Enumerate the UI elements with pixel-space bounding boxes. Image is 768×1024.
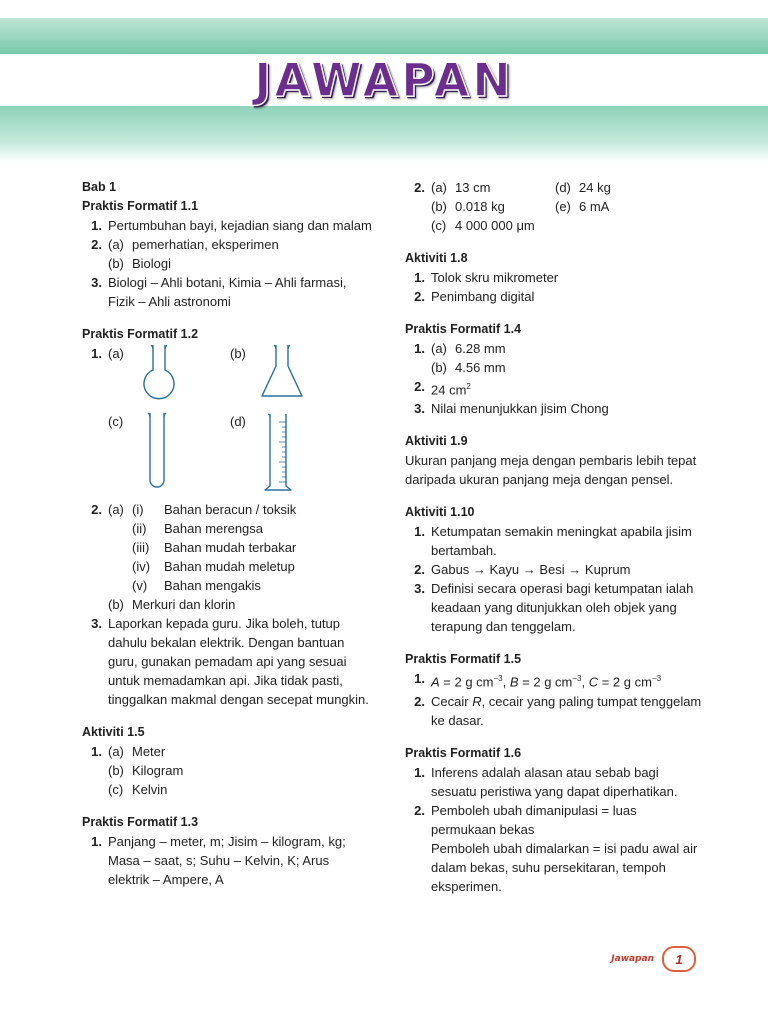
item-text: Pertumbuhan bayi, kejadian siang dan malam: [108, 218, 372, 233]
item-text: Ketumpatan semakin meningkat apabila jisim bertambah.: [431, 524, 692, 559]
roman-label: (ii): [132, 521, 147, 536]
section-pf14: [405, 320, 705, 418]
item-number: 1.: [414, 764, 425, 780]
sub-label: (a): [108, 502, 124, 517]
item-number: 1.: [414, 524, 425, 540]
item-number: 2.: [91, 502, 102, 517]
list-item: [405, 560, 705, 579]
var-r: R: [472, 693, 482, 709]
item-text: Tolok skru mikrometer: [431, 270, 559, 285]
sub-text: Bahan beracun / toksik: [164, 502, 297, 517]
item-number: 2.: [414, 180, 425, 195]
item-text: Inferens adalah alasan atau sebab bagi sesuatu peristiwa yang dapat diperhatikan.: [431, 764, 678, 799]
roman-label: (iii): [132, 540, 150, 555]
sub-text: 6 mA: [579, 199, 610, 214]
list-item: [405, 399, 705, 418]
sub-text: Bahan merengsa: [164, 521, 264, 536]
item-number: 1.: [91, 744, 102, 759]
chapter-heading: Bab 1: [82, 180, 117, 194]
roman-label: (iv): [132, 559, 151, 574]
header-band-bottom: [0, 106, 768, 162]
sub-label: (c): [108, 782, 124, 797]
sub-label: (a): [431, 341, 447, 356]
apparatus-label: (c): [108, 414, 124, 429]
value-b: = 2 g cm: [518, 674, 573, 690]
item-number: 2.: [91, 237, 102, 252]
sub-label: (e): [555, 199, 571, 214]
sub-label: (a): [431, 180, 447, 195]
item-text: Penimbang digital: [431, 289, 535, 304]
sub-text: 6.28 mm: [455, 341, 506, 356]
sub-text: Biologi: [132, 256, 172, 271]
page-footer: [611, 946, 696, 972]
sub-label: (b): [431, 360, 447, 375]
section-pf13: [82, 813, 372, 889]
sub-label: (a): [108, 744, 124, 759]
section-pf11: [82, 178, 372, 311]
sub-label: (a): [108, 237, 124, 252]
item-number: 1.: [91, 346, 102, 361]
text-pre: Cecair: [431, 693, 473, 709]
sub-text: 0.018 kg: [455, 199, 505, 214]
list-item: [405, 178, 705, 235]
item-text: Panjang – meter, m; Jisim – kilogram, kg; Masa – saat, s; Suhu – Kelvin, K; Arus elektrik – Ampere, A: [108, 834, 346, 887]
page-number: 1: [662, 946, 696, 972]
section-title: Aktiviti 1.9: [405, 434, 468, 449]
section-title: Praktis Formatif 1.5: [405, 652, 522, 667]
section-title: Praktis Formatif 1.3: [82, 815, 199, 829]
text-post: , cecair yang paling tumpat tenggelam ke dasar.: [431, 693, 702, 728]
item-number: 2.: [414, 693, 425, 709]
sub-text: 4 000 000 μm: [455, 218, 535, 233]
item-text: Pemboleh ubah dimalarkan = isi padu awal air dalam bekas, suhu persekitaran, tempoh eksperimen.: [431, 840, 698, 894]
var-b: B: [509, 674, 519, 690]
var-a: A: [431, 674, 440, 690]
sub-text: Kelvin: [132, 782, 168, 797]
item-text: Gabus → Kayu → Besi → Kuprum: [431, 562, 631, 578]
sub-text: 13 cm: [455, 180, 491, 195]
list-item: [405, 669, 705, 691]
conical-flask-drawing: [258, 344, 306, 400]
footer-label: Jawapan: [611, 954, 654, 964]
list-item: [82, 500, 372, 614]
sub-text: Merkuri dan klorin: [132, 597, 236, 612]
item-number: 1.: [414, 671, 425, 687]
section-ak19: [405, 432, 705, 489]
measuring-cylinder-drawing: [258, 412, 298, 494]
section-pf16: [405, 744, 705, 896]
section-title: Praktis Formatif 1.1: [82, 199, 199, 213]
item-number: 1.: [414, 270, 425, 285]
item-number: 1.: [91, 218, 102, 233]
list-item: [405, 692, 705, 730]
section-ak15: [82, 723, 372, 799]
item-number: 2.: [414, 802, 425, 818]
sub-text: Meter: [132, 744, 166, 759]
item-number: 2.: [414, 562, 425, 578]
item-text: [431, 692, 705, 730]
item-text: Biologi – Ahli botani, Kimia – Ahli farmasi, Fizik – Ahli astronomi: [108, 275, 347, 309]
superscript: −3: [651, 674, 662, 684]
list-item: [405, 763, 705, 801]
list-item: [405, 268, 705, 287]
section-title: Aktiviti 1.5: [82, 725, 145, 739]
item-number: 3.: [414, 581, 425, 597]
list-item: [405, 801, 705, 896]
section-pf12: [82, 325, 372, 709]
round-flask-drawing: [134, 344, 184, 406]
list-item: [82, 344, 372, 496]
list-item: [82, 614, 372, 709]
sub-text: Bahan mudah terbakar: [164, 540, 297, 555]
sub-label: (c): [431, 218, 447, 233]
apparatus-label: (a): [108, 346, 124, 361]
item-text: 24 cm: [431, 382, 467, 398]
item-text: Nilai menunjukkan jisim Chong: [431, 401, 609, 417]
sub-label: (b): [431, 199, 447, 214]
item-text: Laporkan kepada guru. Jika boleh, tutup dahulu bekalan elektrik. Dengan bantuan guru, gunakan pemadam api yang sesuai untuk memadamkan api. Jika tidak pasti, tinggalkan makmal dengan secepat mungkin.: [108, 616, 369, 707]
item-text: Definisi secara operasi bagi ketumpatan ialah keadaan yang ditunjukkan oleh objek yang terapung dan tenggelam.: [431, 581, 694, 635]
section-title: Aktiviti 1.10: [405, 505, 475, 520]
superscript: −3: [572, 674, 582, 684]
value-c: = 2 g cm: [598, 674, 652, 690]
item-number: 2.: [414, 379, 425, 394]
roman-label: (v): [132, 578, 148, 593]
list-item: [82, 832, 372, 889]
value-a: = 2 g cm: [439, 674, 494, 690]
superscript: −3: [493, 674, 503, 684]
roman-label: (i): [132, 502, 144, 517]
item-number: 1.: [414, 341, 425, 356]
list-item: [82, 216, 372, 235]
section-title: Praktis Formatif 1.2: [82, 327, 199, 341]
list-item: [405, 377, 705, 399]
sub-text: Bahan mengakis: [164, 578, 261, 593]
item-text: Pemboleh ubah dimanipulasi = luas permukaan bekas: [431, 802, 637, 837]
list-item: [82, 742, 372, 799]
list-item: [405, 579, 705, 636]
sub-text: Kilogram: [132, 763, 184, 778]
list-item: [405, 339, 705, 377]
sub-text: 24 kg: [579, 180, 611, 195]
sub-text: Bahan mudah meletup: [164, 559, 295, 574]
density-equation: A = 2 g $cm^{-3}$, B = 2 g $cm^{-3}$, C = 2 g $cm^{-3}$: [431, 674, 662, 690]
list-item: [82, 235, 372, 273]
apparatus-label: (b): [230, 346, 246, 361]
section-title: Aktiviti 1.8: [405, 251, 468, 265]
sub-label: (d): [555, 180, 571, 195]
item-number: 1.: [91, 834, 102, 849]
sub-label: (b): [108, 256, 124, 271]
sub-text: 4.56 mm: [455, 360, 506, 375]
sub-label: (b): [108, 763, 124, 778]
sub-text: pemerhatian, eksperimen: [132, 237, 279, 252]
item-number: 2.: [414, 289, 425, 304]
list-item: [405, 522, 705, 560]
apparatus-label: (d): [230, 414, 246, 429]
right-column: [405, 178, 705, 910]
section-ak18: [405, 249, 705, 306]
item-number: 3.: [91, 616, 102, 631]
item-number: 3.: [414, 401, 425, 417]
list-item: [405, 287, 705, 306]
section-pf15: [405, 650, 705, 729]
section-ak110: [405, 503, 705, 636]
item-number: 3.: [91, 275, 102, 290]
page-title: JAWAPAN: [254, 53, 514, 107]
section-title: Praktis Formatif 1.4: [405, 322, 522, 336]
superscript: 2: [466, 382, 471, 391]
header-band-top: [0, 18, 768, 54]
test-tube-drawing: [134, 412, 180, 490]
var-c: C: [588, 674, 599, 690]
section-title: Praktis Formatif 1.6: [405, 745, 522, 760]
left-column: [82, 178, 372, 903]
paragraph: Ukuran panjang meja dengan pembaris lebih tepat daripada ukuran panjang meja dengan pensel.: [405, 453, 697, 488]
section-q2-units: [405, 178, 705, 235]
sub-label: (b): [108, 597, 124, 612]
list-item: [82, 273, 372, 311]
